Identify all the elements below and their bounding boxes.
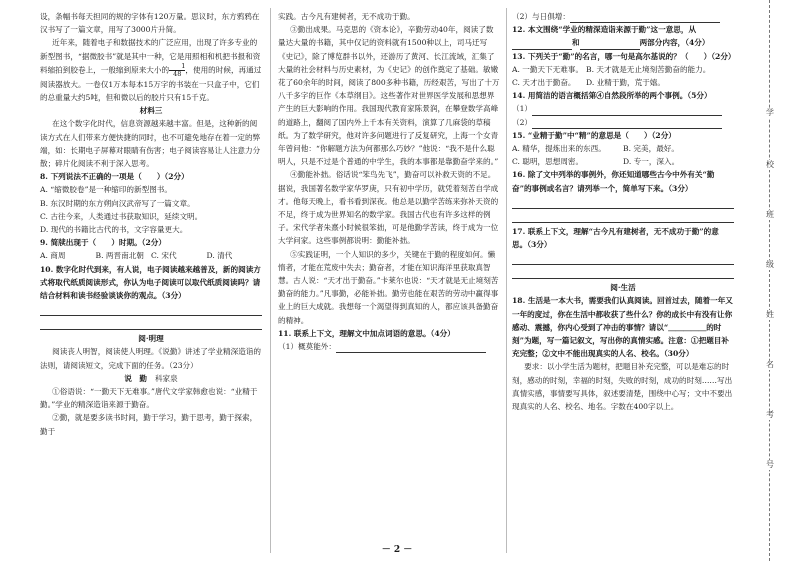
binding-label: 考 (763, 410, 777, 420)
answer-blank[interactable] (580, 40, 640, 50)
binding-label: 名 (763, 360, 777, 370)
paragraph: 在这个数字化时代，信息资源越来越丰富。但是，这种新的阅读方式在人们带来方便快捷的同时，也不可避免地存在着一定的弊端，如：长期电子屏幕对眼睛有伤害；电子阅读容易让人注意力分散；碎片化阅读不利于深入思考。 (40, 119, 261, 169)
option: A. “缩微胶卷”是一种缩印的新型图书。 (40, 185, 172, 195)
paragraph-text: 近年来，随着电子和数据技术的广泛应用，出现了许多专业的新型图书，“据微胶书”就是其中一种，它是用照相和机把书报和资料缩拍到胶卷上，一般缩到原来大小的 (40, 38, 261, 75)
paragraph-text: ，使用的时候，再通过阅读器放大。一卷仅1万本每本15万字的书装在一只盒子中，它们的总重量大约5吨，但和微以后的胶片只有15千克。 (40, 65, 262, 103)
question-text: 12. 本文围绕“学业的精深造诣来源于勤”这一意思，从 (512, 25, 697, 35)
sub-question (512, 116, 734, 129)
sub-question (512, 10, 734, 23)
answer-line[interactable] (512, 267, 734, 279)
binding-label: 校 (763, 160, 777, 170)
question-8: 8. 下列说法不正确的一项是（ ）（2分） (40, 172, 189, 182)
writing-requirements: 要求：以小学生活为题材，把题目补充完整，可以是难忘的时刻，感动的时刻，幸福的时刻，失败的时刻，成功的时刻……写出真情实感，事情要写具体，叙述要清楚，围绕中心写；文中不要出现真实的人名、校名、地名。字数在400字以上。 (512, 362, 733, 412)
option: C. 古往今来，人类通过书获取知识，延续文明。 (40, 211, 203, 221)
column-divider-2 (506, 8, 507, 553)
option: A. 精华，提炼出来的东西。 (512, 144, 606, 154)
column-divider-1 (270, 8, 271, 553)
option: C. 聪明，思想周密。 (512, 157, 584, 167)
paragraph: ④勤能补拙。俗话说“笨鸟先飞”，勤奋可以补救天资的不足。据说，我国著名数学家华罗庚，只有初中学历，就凭着刻苦自学成才。他每天晚上，看书看到深夜。他总是以勤学苦练来弥补天资的不足，终于成为世界知名的数学家。我国古代也有许多这样的例子。宋代学者朱熹小时候很笨拙，可是他勤学苦读，终于成为一位大学问家。这些事例都说明：勤能补拙。 (278, 170, 499, 246)
binding-margin (752, 0, 788, 561)
answer-line[interactable] (512, 253, 734, 265)
material-heading: 材料三 (139, 106, 163, 116)
answer-line[interactable] (40, 304, 262, 316)
option: C. 宋代 (151, 251, 177, 261)
option: A. 一勤天下无难事。 (512, 64, 584, 74)
options-row (512, 155, 734, 168)
sub-question-label: （2） (512, 117, 533, 127)
binding-label: 学 (763, 108, 777, 118)
sub-question (278, 340, 500, 353)
question-13: 13. 下列关于“勤”的名言，哪一句是高尔基说的？（ ）（2分） (512, 51, 736, 61)
section-heading: 阅·生活 (610, 283, 636, 293)
paragraph: 设，条幅书每天担同的规的字体有120万量。思议时，东方鸦鸦在汉书写了一篇文章，用写了3000片升简。 (40, 12, 260, 35)
paragraph: ③勤出成果。马克思的《资本论》，辛勤劳动40年，阅读了数量达大量的书籍，其中仅记的资料就有1500种以上，司马迁写《史记》，除了博览群书以外，还游历了黄河、长江流域，汇集了大量的社会材料与历史素材，为《史记》的创作奠定了基础。敏嫩花了60余年的时间，阅读了800多种书籍，历经艰苦，写出了十万八千多字的巨作《本草纲目》。这些著作对世界医学发展和思想界产生的巨大影响的作用。我国现代教育家陈景润，在攀登数学高峰的道路上，翻阅了国内外上千本有关资料，演算了几麻袋的草稿纸。为了数学研究，他对许多问题进行了反复研究，上海一个女青年曾问他：“你解题方法为何都那么巧妙？”他说：“我不是什么聪明人，只是不过是个普通的中学生，我的本事都是靠勤奋学来的。” (278, 25, 500, 167)
paragraph: 实践。古今凡有建树者，无不成功于勤。 (278, 12, 415, 21)
answer-line[interactable] (512, 197, 734, 209)
option: B. 完美，最好。 (623, 144, 679, 154)
section-intro: 阅读丧人明智，阅读使人明理。《说勤》讲述了学业精深造诣的法则，请阅读短文，完成下面的任务。（23分） (40, 347, 261, 370)
options-row (512, 142, 734, 155)
option: D. 现代的书籍比古代的书，文字容量更大。 (40, 225, 188, 235)
answer-blank[interactable] (512, 40, 572, 50)
option: A. 商周 (40, 251, 66, 261)
article-title (40, 372, 262, 385)
question-12: 12. 本文围绕“学业的精深造诣来源于勤”这一意思，从和 两部分内容，（4分） (512, 23, 734, 49)
column-3 (512, 10, 734, 413)
answer-blank[interactable] (570, 13, 720, 23)
option: C. 天才出于勤奋。 (512, 78, 576, 88)
column-1 (40, 10, 262, 438)
sub-question-label: （1）概莫能外： (278, 342, 336, 352)
paragraph-microfilm (40, 36, 262, 104)
binding-label: 号 (763, 460, 777, 470)
sub-question-label: （2）与日俱增： (512, 12, 570, 21)
binding-line (769, 0, 770, 561)
option: B. 天才就是无止境刻苦勤奋的能力。 (586, 64, 711, 74)
question-14: 14. 用简洁的语言概括第④自然段所举的两个事例。（5分） (512, 91, 712, 101)
answer-line[interactable] (512, 211, 734, 223)
question-18: 18. 生活是一本大书，需要我们认真阅读。回首过去，随着一年又一年的度过，你在生活中都收获了些什么？你的成长中有没有让你感动、震撼，你内心受到了冲击的事情？请以“＿＿＿＿＿的时刻”为题，写一篇记叙文，写出你的真情实感。注意：①把题目补充完整；②文中不能出现真实的人名、校名。（30分） (512, 296, 733, 359)
question-15: 15. “业精于勤”中“精”的意思是（ ）（2分） (512, 130, 676, 140)
paragraph: ②勤，就是要多读书时间，勤于学习，勤于思考，勤于探索，勤于 (40, 413, 258, 436)
answer-blank[interactable] (336, 343, 486, 353)
question-10: 10. 数字化时代到来，有人说，电子阅读越来越普及，新的阅读方式将取代纸质阅读形式，你认为电子阅读可以取代纸质阅读吗？请结合材料和读书经验谈谈你的观点。（3分） (40, 264, 261, 301)
sub-question (512, 102, 734, 115)
answer-blank[interactable] (532, 119, 722, 129)
page-number: － 2 － (381, 545, 413, 555)
question-text: 两部分内容，（4分） (639, 38, 710, 48)
option: B. 两晋南北朝 (95, 251, 144, 261)
question-16: 16. 除了文中列举的事例外，你还知道哪些古今中外有关“勤奋”的事例或名言？请列举一个，简单写下来。（3分） (512, 170, 715, 193)
sub-question-label: （1） (512, 104, 533, 114)
options-row (512, 76, 734, 89)
question-11: 11. 联系上下文，理解文中加点词语的意思。（4分） (278, 328, 455, 338)
fraction-numerator: 1 (169, 63, 185, 71)
binding-label: 班 (763, 210, 777, 220)
binding-label: 姓 (763, 310, 777, 320)
options-row (40, 249, 262, 262)
column-2 (278, 10, 500, 353)
section-heading: 阅·明理 (138, 334, 164, 344)
question-9: 9. 简牍出现于（ ）时期。（2分） (40, 238, 166, 248)
fraction-denominator: 48 (173, 69, 182, 78)
options-row (512, 63, 734, 76)
binding-label: 级 (763, 260, 777, 270)
title-text: 说 勤 (124, 373, 148, 383)
question-17: 17. 联系上下文，理解“古今凡有建树者，无不成功于勤”的意思。（3分） (512, 226, 719, 250)
paragraph: ①俗语说：“一勤天下无难事。”唐代文学家韩愈也说：“业精于勤。”学业的精深造诣来源于勤奋。 (40, 387, 258, 410)
option: B. 东汉时期的东方朔向汉武帝写了一篇文章。 (40, 198, 195, 208)
answer-blank[interactable] (532, 106, 722, 116)
fraction (169, 63, 185, 78)
option: D. 清代 (206, 251, 233, 261)
author: 科家泉 (154, 373, 178, 383)
answer-line[interactable] (40, 318, 262, 330)
paragraph: ⑤实践证明，一个人知识的多少，关键在于勤的程度如何。懒惰者，才能在荒废中失去；勤奋者，才能在知识海洋里获取真智慧。古人说：“天才出于勤奋。”卡莱尔也说：“天才就是无止境刻苦勤奋的能力。”凡事勤，必能补拙。勤劳也能在艰苦的劳动中赢得事业上的巨大成就。我想每一个渴望得到真知的人，都应该具备勤奋的精神。 (278, 249, 499, 325)
option: D. 专一，深入。 (623, 157, 680, 167)
option: D. 业精于勤，荒于嬉。 (586, 78, 665, 88)
